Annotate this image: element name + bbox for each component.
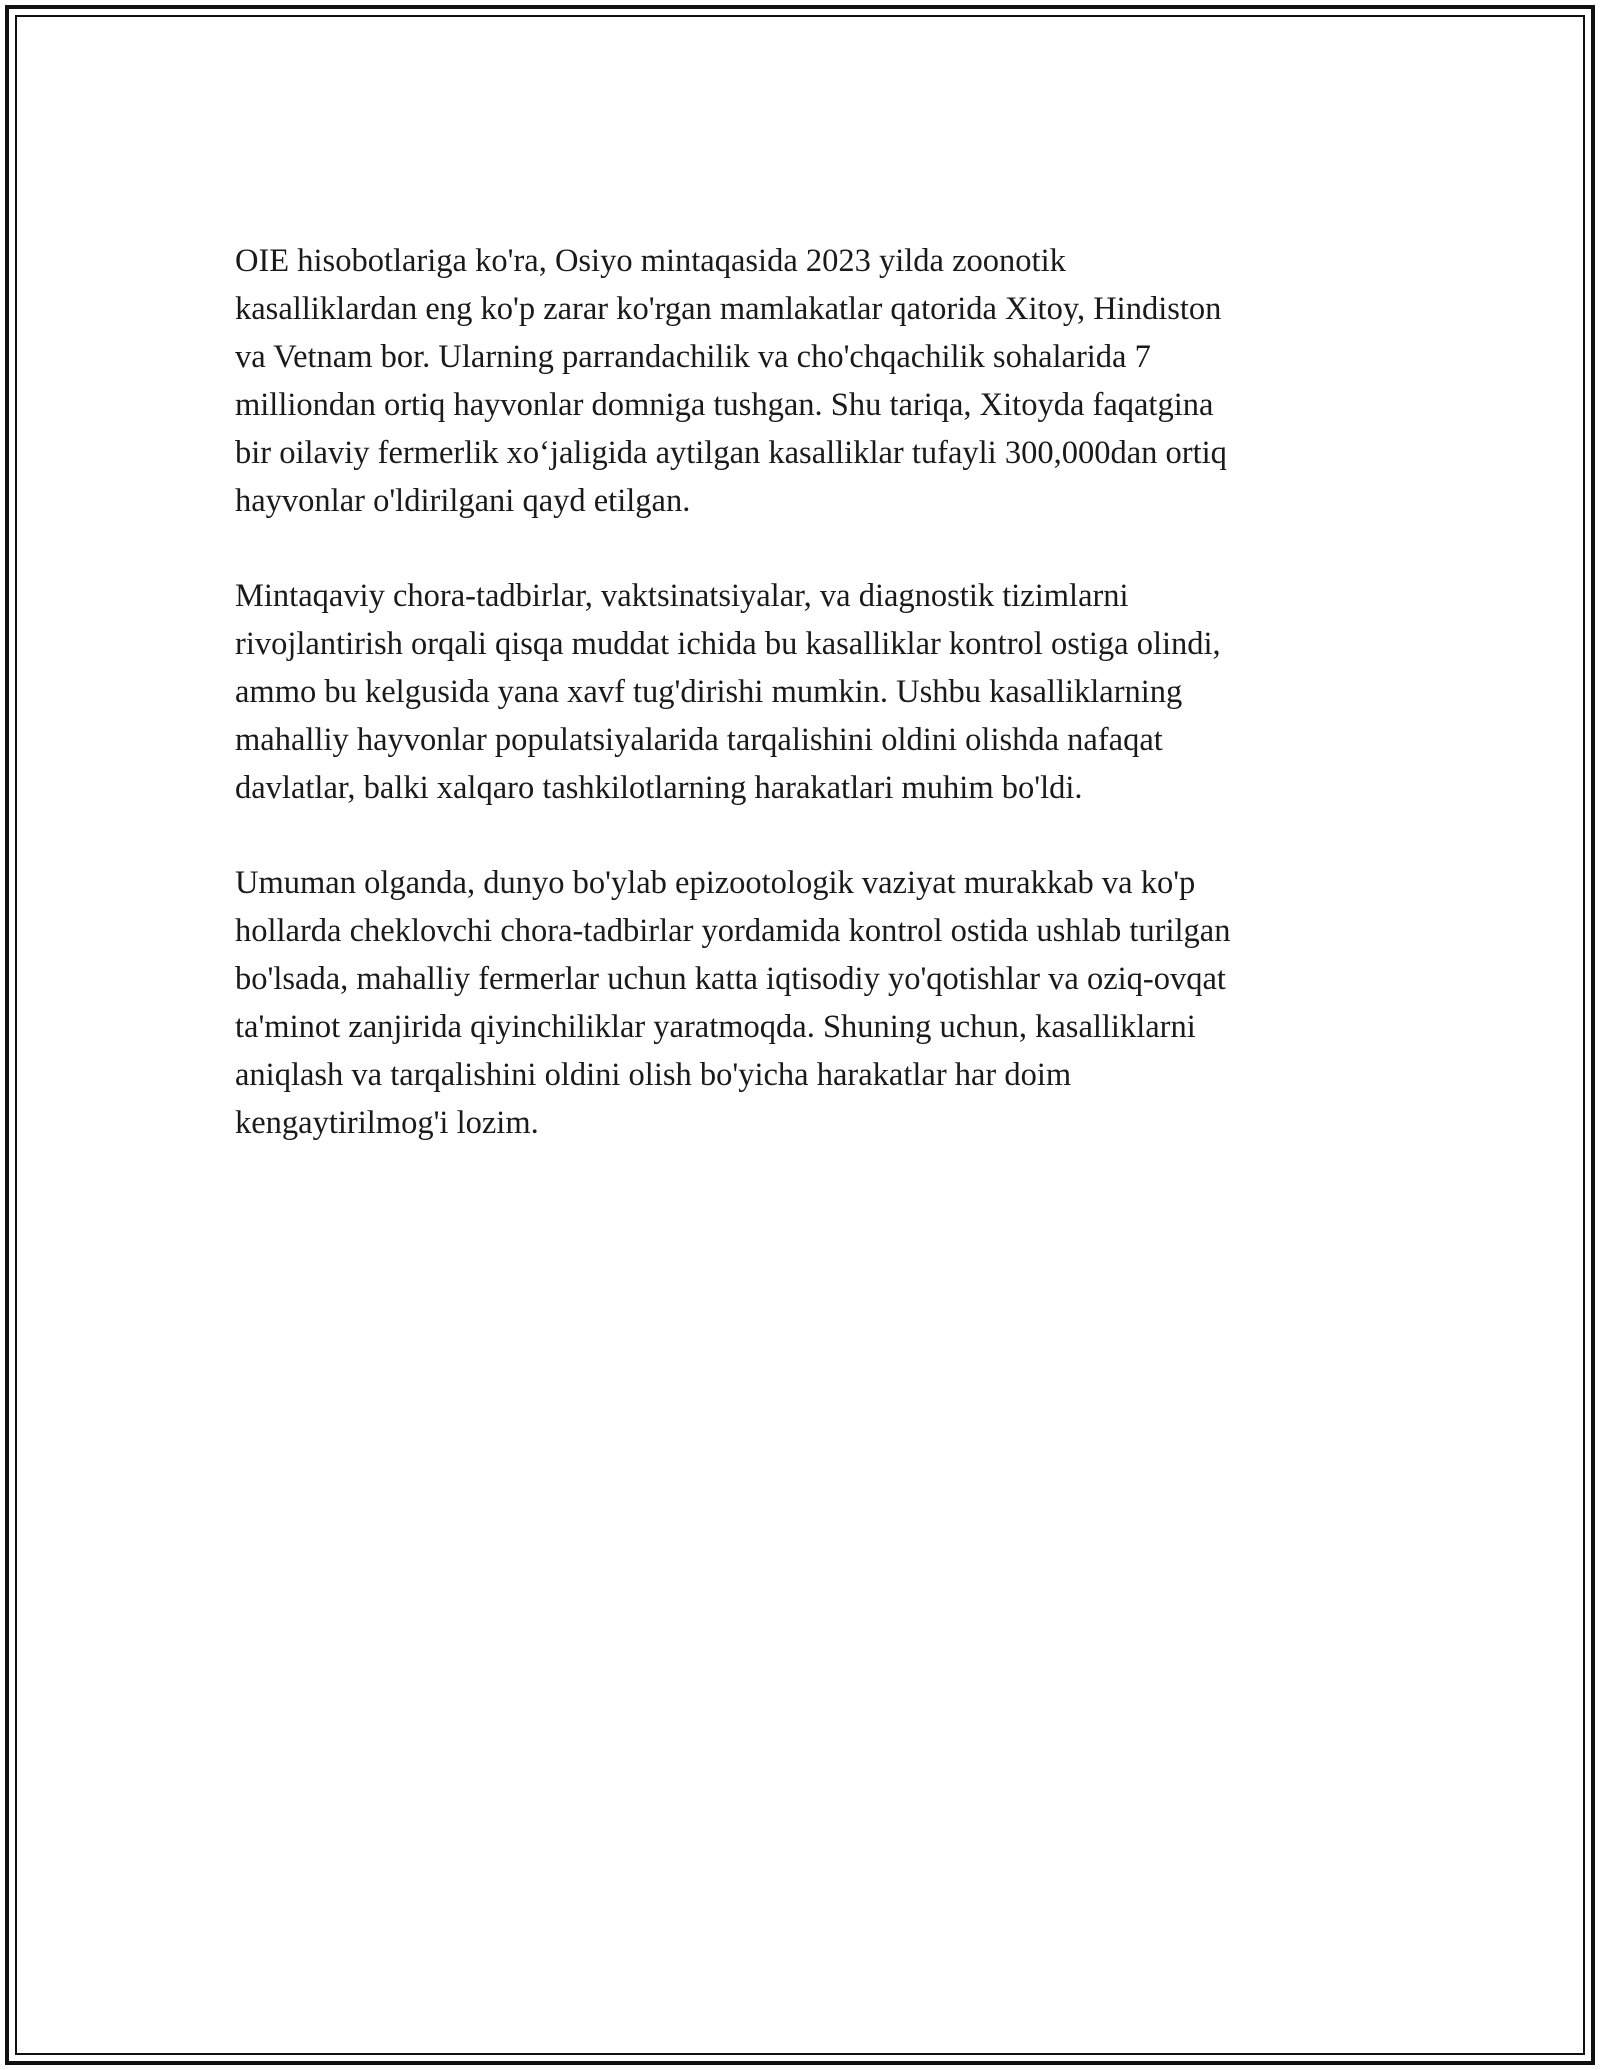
paragraph-1: OIE hisobotlariga ko'ra, Osiyo mintaqasida 2023 yilda zoonotik kasalliklardan eng ko'p zarar ko'rgan mamlakatlar qatorida Xitoy, Hindiston va Vetnam bor. Ularning parrandachilik va cho'chqachilik sohalarida 7 milliondan ortiq hayvonlar domniga tushgan. Shu tariqa, Xitoyda faqatgina bir oilaviy fermerlik xo‘jaligida aytilgan kasalliklar tufayli 300,000dan ortiq hayvonlar o'ldirilgani qayd etilgan. (235, 243, 1227, 519)
paragraph-2: Mintaqaviy chora-tadbirlar, vaktsinatsiyalar, va diagnostik tizimlarni rivojlantirish orqali qisqa muddat ichida bu kasalliklar kontrol ostiga olindi, ammo bu kelgusida yana xavf tug'dirishi mumkin. Ushbu kasalliklarning mahalliy hayvonlar populatsiyalarida tarqalishini oldini olishda nafaqat davlatlar, balki xalqaro tashkilotlarning harakatlari muhim bo'ldi. (235, 578, 1221, 806)
document-body (235, 237, 1370, 1194)
paragraph-3: Umuman olganda, dunyo bo'ylab epizootologik vaziyat murakkab va ko'p hollarda cheklovchi chora-tadbirlar yordamida kontrol ostida ushlab turilgan bo'lsada, mahalliy fermerlar uchun katta iqtisodiy yo'qotishlar va oziq-ovqat ta'minot zanjirida qiyinchiliklar yaratmoqda. Shuning uchun, kasalliklarni aniqlash va tarqalishini oldini olish bo'yicha harakatlar har doim kengaytirilmog'i lozim. (235, 865, 1231, 1141)
